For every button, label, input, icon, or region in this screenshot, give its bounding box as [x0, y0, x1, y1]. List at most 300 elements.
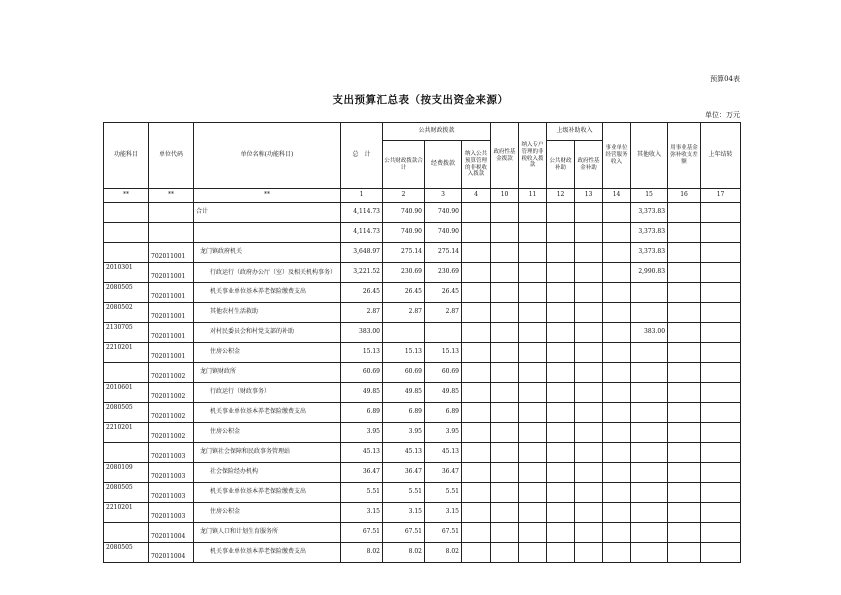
empty-cell: [603, 443, 631, 463]
other-income-cell: [631, 443, 668, 463]
public-finance-subtotal-cell: 740.90: [383, 223, 425, 243]
public-finance-subtotal-cell: 26.45: [383, 283, 425, 303]
empty-cell: [491, 443, 519, 463]
empty-cell: [668, 543, 701, 563]
empty-cell: [462, 463, 491, 483]
public-finance-subtotal-cell: 230.69: [383, 263, 425, 283]
empty-cell: [603, 343, 631, 363]
empty-cell: [491, 463, 519, 483]
empty-cell: [462, 303, 491, 323]
col-number: 15: [631, 189, 668, 203]
empty-cell: [491, 203, 519, 223]
header-nontax-income: 纳入公共预算管理的非税收入拨款: [462, 141, 491, 189]
empty-cell: [701, 383, 741, 403]
unit-code-cell: 702011002: [149, 383, 194, 403]
empty-cell: [668, 443, 701, 463]
header-superior-gov-fund: 政府性基金补助: [575, 141, 603, 189]
total-cell: 383.00: [341, 323, 383, 343]
unit-name-cell: 机关事业单位基本养老保险缴费支出: [194, 283, 341, 303]
public-finance-subtotal-cell: 3.95: [383, 423, 425, 443]
table-row: [104, 303, 741, 323]
unit-name-cell: 机关事业单位基本养老保险缴费支出: [194, 403, 341, 423]
empty-cell: [519, 523, 547, 543]
unit-name-cell: 行政运行（财政事务）: [194, 383, 341, 403]
header-public-finance-group: 公共财政拨款: [383, 123, 491, 141]
form-number: 预算04表: [710, 75, 740, 83]
operating-funds-cell: 8.02: [425, 543, 462, 563]
unit-name-cell: 住房公积金: [194, 343, 341, 363]
empty-cell: [668, 423, 701, 443]
empty-cell: [603, 383, 631, 403]
other-income-cell: 3,373.83: [631, 223, 668, 243]
empty-cell: [701, 323, 741, 343]
func-subject-cell: [104, 443, 149, 463]
empty-cell: [491, 383, 519, 403]
empty-cell: [547, 263, 575, 283]
empty-cell: [491, 423, 519, 443]
empty-cell: [462, 543, 491, 563]
col-number: 4: [462, 189, 491, 203]
empty-cell: [603, 263, 631, 283]
empty-cell: [575, 243, 603, 263]
operating-funds-cell: 740.90: [425, 203, 462, 223]
empty-cell: [491, 283, 519, 303]
unit-code-cell: 702011003: [149, 463, 194, 483]
public-finance-subtotal-cell: 15.13: [383, 343, 425, 363]
empty-cell: [575, 343, 603, 363]
empty-cell: [547, 483, 575, 503]
unit-name-cell: 龙门镇财政所: [194, 363, 341, 383]
operating-funds-cell: 67.51: [425, 523, 462, 543]
func-subject-cell: 2080502: [104, 303, 149, 323]
table-row: [104, 503, 741, 523]
empty-cell: [575, 523, 603, 543]
other-income-cell: [631, 343, 668, 363]
empty-cell: [668, 243, 701, 263]
func-subject-cell: 2080505: [104, 543, 149, 563]
unit-code-cell: 702011001: [149, 323, 194, 343]
operating-funds-cell: 740.90: [425, 223, 462, 243]
operating-funds-cell: 230.69: [425, 263, 462, 283]
header-other-income: 其他收入: [631, 123, 668, 189]
unit-code-cell: 702011004: [149, 523, 194, 543]
empty-cell: [491, 363, 519, 383]
empty-cell: [462, 223, 491, 243]
empty-cell: [668, 403, 701, 423]
table-row: [104, 523, 741, 543]
empty-cell: [701, 343, 741, 363]
col-number: 14: [603, 189, 631, 203]
empty-cell: [701, 543, 741, 563]
empty-cell: [701, 523, 741, 543]
empty-cell: [603, 323, 631, 343]
unit-code-cell: 702011001: [149, 263, 194, 283]
empty-cell: [668, 263, 701, 283]
func-subject-cell: [104, 223, 149, 243]
other-income-cell: [631, 543, 668, 563]
table-row: [104, 383, 741, 403]
empty-cell: [575, 263, 603, 283]
other-income-cell: [631, 383, 668, 403]
header-public-finance-subtotal: 公共财政拨款合计: [383, 141, 425, 189]
unit-name-cell: 机关事业单位基本养老保险缴费支出: [194, 543, 341, 563]
col-number: **: [104, 189, 149, 203]
empty-cell: [547, 203, 575, 223]
total-cell: 36.47: [341, 463, 383, 483]
empty-cell: [603, 283, 631, 303]
col-number: 2: [383, 189, 425, 203]
other-income-cell: 3,373.83: [631, 243, 668, 263]
empty-cell: [701, 403, 741, 423]
operating-funds-cell: 3.15: [425, 503, 462, 523]
unit-code-cell: 702011002: [149, 403, 194, 423]
table-body: [104, 203, 741, 563]
empty-cell: [603, 523, 631, 543]
header-carryover: 上年结转: [701, 123, 741, 189]
empty-cell: [519, 463, 547, 483]
empty-cell: [575, 383, 603, 403]
empty-cell: [701, 503, 741, 523]
table-row: [104, 543, 741, 563]
empty-cell: [519, 243, 547, 263]
unit-name-cell: [194, 223, 341, 243]
empty-cell: [519, 383, 547, 403]
func-subject-cell: 2080505: [104, 403, 149, 423]
other-income-cell: 383.00: [631, 323, 668, 343]
unit-code-cell: 702011001: [149, 243, 194, 263]
empty-cell: [701, 223, 741, 243]
public-finance-subtotal-cell: 45.13: [383, 443, 425, 463]
operating-funds-cell: 3.95: [425, 423, 462, 443]
func-subject-cell: [104, 243, 149, 263]
total-cell: 15.13: [341, 343, 383, 363]
empty-cell: [519, 303, 547, 323]
table-row: [104, 423, 741, 443]
func-subject-cell: 2080505: [104, 283, 149, 303]
header-unit-name: 单位名称(功能科目): [194, 123, 341, 189]
empty-cell: [519, 343, 547, 363]
unit-code-cell: 702011001: [149, 303, 194, 323]
empty-cell: [462, 243, 491, 263]
col-number: 11: [519, 189, 547, 203]
empty-cell: [519, 263, 547, 283]
empty-cell: [701, 243, 741, 263]
empty-cell: [668, 283, 701, 303]
empty-cell: [575, 323, 603, 343]
public-finance-subtotal-cell: 3.15: [383, 503, 425, 523]
empty-cell: [519, 403, 547, 423]
empty-cell: [603, 223, 631, 243]
table-row: [104, 443, 741, 463]
empty-cell: [668, 323, 701, 343]
func-subject-cell: [104, 203, 149, 223]
operating-funds-cell: 6.89: [425, 403, 462, 423]
empty-cell: [575, 363, 603, 383]
empty-cell: [547, 543, 575, 563]
empty-cell: [519, 283, 547, 303]
header-institution-income: 事业单位经营服务收入: [603, 123, 631, 189]
other-income-cell: [631, 403, 668, 423]
other-income-cell: [631, 423, 668, 443]
empty-cell: [462, 423, 491, 443]
func-subject-cell: 2130705: [104, 323, 149, 343]
empty-cell: [519, 203, 547, 223]
header-func-subject: 功能科目: [104, 123, 149, 189]
unit-name-cell: 住房公积金: [194, 503, 341, 523]
budget-table: [103, 122, 741, 563]
table-row: [104, 263, 741, 283]
empty-cell: [701, 443, 741, 463]
unit-code-cell: 702011003: [149, 483, 194, 503]
empty-cell: [491, 303, 519, 323]
empty-cell: [603, 403, 631, 423]
public-finance-subtotal-cell: 67.51: [383, 523, 425, 543]
table-row: [104, 243, 741, 263]
unit-code-cell: 702011002: [149, 363, 194, 383]
table-row: [104, 203, 741, 223]
unit-code-cell: 702011001: [149, 343, 194, 363]
unit-name-cell: 龙门镇政府机关: [194, 243, 341, 263]
empty-cell: [519, 503, 547, 523]
public-finance-subtotal-cell: [383, 323, 425, 343]
header-institution-fund: 用事业基金弥补收支差额: [668, 123, 701, 189]
total-cell: 3,221.52: [341, 263, 383, 283]
empty-cell: [462, 483, 491, 503]
empty-cell: [491, 503, 519, 523]
empty-cell: [575, 223, 603, 243]
unit-code-cell: 702011002: [149, 423, 194, 443]
col-number: **: [149, 189, 194, 203]
unit-name-cell: 龙门镇人口和计划生育服务所: [194, 523, 341, 543]
empty-cell: [491, 483, 519, 503]
public-finance-subtotal-cell: 8.02: [383, 543, 425, 563]
empty-cell: [547, 363, 575, 383]
col-number: 12: [547, 189, 575, 203]
header-special-account: 纳入专户管理的非税收入拨款: [519, 123, 547, 189]
operating-funds-cell: [425, 323, 462, 343]
operating-funds-cell: 26.45: [425, 283, 462, 303]
empty-cell: [519, 483, 547, 503]
unit-code-cell: 702011004: [149, 543, 194, 563]
empty-cell: [701, 263, 741, 283]
other-income-cell: [631, 303, 668, 323]
operating-funds-cell: 36.47: [425, 463, 462, 483]
col-number: 3: [425, 189, 462, 203]
empty-cell: [547, 503, 575, 523]
empty-cell: [701, 483, 741, 503]
table-row: [104, 223, 741, 243]
operating-funds-cell: 49.85: [425, 383, 462, 403]
unit-name-cell: 机关事业单位基本养老保险缴费支出: [194, 483, 341, 503]
unit-code-cell: 702011003: [149, 443, 194, 463]
other-income-cell: 3,373.83: [631, 203, 668, 223]
unit-code-cell: [149, 203, 194, 223]
total-cell: 60.69: [341, 363, 383, 383]
other-income-cell: [631, 503, 668, 523]
empty-cell: [462, 263, 491, 283]
total-cell: 6.89: [341, 403, 383, 423]
total-cell: 3.15: [341, 503, 383, 523]
header-unit-code: 单位代码: [149, 123, 194, 189]
empty-cell: [462, 203, 491, 223]
other-income-cell: [631, 463, 668, 483]
empty-cell: [701, 363, 741, 383]
table-row: [104, 343, 741, 363]
empty-cell: [668, 523, 701, 543]
empty-cell: [519, 363, 547, 383]
total-cell: 2.87: [341, 303, 383, 323]
func-subject-cell: 2210201: [104, 503, 149, 523]
func-subject-cell: 2080505: [104, 483, 149, 503]
public-finance-subtotal-cell: 6.89: [383, 403, 425, 423]
empty-cell: [575, 203, 603, 223]
public-finance-subtotal-cell: 60.69: [383, 363, 425, 383]
table-row: [104, 363, 741, 383]
empty-cell: [575, 423, 603, 443]
total-cell: 49.85: [341, 383, 383, 403]
empty-cell: [547, 403, 575, 423]
empty-cell: [519, 423, 547, 443]
unit-code-cell: 702011003: [149, 503, 194, 523]
unit-code-cell: 702011001: [149, 283, 194, 303]
unit-name-cell: 其他农村生活救助: [194, 303, 341, 323]
empty-cell: [462, 323, 491, 343]
other-income-cell: [631, 283, 668, 303]
unit-name-cell: 社会保险经办机构: [194, 463, 341, 483]
empty-cell: [547, 303, 575, 323]
table-row: [104, 323, 741, 343]
empty-cell: [547, 283, 575, 303]
page-title: 支出预算汇总表（按支出资金来源）: [332, 94, 509, 106]
other-income-cell: 2,990.83: [631, 263, 668, 283]
unit-name-cell: 住房公积金: [194, 423, 341, 443]
empty-cell: [575, 403, 603, 423]
empty-cell: [547, 223, 575, 243]
public-finance-subtotal-cell: 36.47: [383, 463, 425, 483]
unit-name-cell: 对村民委员会和村党支部的补助: [194, 323, 341, 343]
func-subject-cell: 2080109: [104, 463, 149, 483]
empty-cell: [462, 503, 491, 523]
empty-cell: [701, 303, 741, 323]
total-cell: 3,648.97: [341, 243, 383, 263]
empty-cell: [575, 283, 603, 303]
func-subject-cell: 2010301: [104, 263, 149, 283]
empty-cell: [603, 463, 631, 483]
empty-cell: [701, 423, 741, 443]
empty-cell: [462, 343, 491, 363]
other-income-cell: [631, 483, 668, 503]
empty-cell: [575, 303, 603, 323]
empty-cell: [547, 383, 575, 403]
public-finance-subtotal-cell: 5.51: [383, 483, 425, 503]
empty-cell: [668, 343, 701, 363]
total-cell: 67.51: [341, 523, 383, 543]
func-subject-cell: 2210201: [104, 423, 149, 443]
col-number: 16: [668, 189, 701, 203]
column-number-row: [104, 189, 741, 203]
operating-funds-cell: 5.51: [425, 483, 462, 503]
table-row: [104, 283, 741, 303]
empty-cell: [547, 343, 575, 363]
header-gov-fund: 政府性基金拨款: [491, 123, 519, 189]
empty-cell: [547, 423, 575, 443]
empty-cell: [668, 483, 701, 503]
unit-name-cell: 龙门镇社会保障和民政事务管理站: [194, 443, 341, 463]
unit-code-cell: [149, 223, 194, 243]
empty-cell: [575, 483, 603, 503]
header-operating-funds: 经费拨款: [425, 141, 462, 189]
empty-cell: [491, 543, 519, 563]
empty-cell: [668, 363, 701, 383]
table-header: [104, 123, 741, 203]
empty-cell: [575, 503, 603, 523]
empty-cell: [547, 323, 575, 343]
empty-cell: [701, 203, 741, 223]
empty-cell: [491, 243, 519, 263]
col-number: **: [194, 189, 341, 203]
empty-cell: [603, 243, 631, 263]
empty-cell: [668, 463, 701, 483]
total-cell: 3.95: [341, 423, 383, 443]
empty-cell: [547, 463, 575, 483]
func-subject-cell: 2010601: [104, 383, 149, 403]
public-finance-subtotal-cell: 740.90: [383, 203, 425, 223]
empty-cell: [547, 523, 575, 543]
other-income-cell: [631, 363, 668, 383]
empty-cell: [603, 483, 631, 503]
empty-cell: [668, 383, 701, 403]
col-number: 13: [575, 189, 603, 203]
empty-cell: [462, 443, 491, 463]
empty-cell: [603, 303, 631, 323]
empty-cell: [575, 463, 603, 483]
empty-cell: [547, 443, 575, 463]
empty-cell: [603, 363, 631, 383]
total-cell: 5.51: [341, 483, 383, 503]
empty-cell: [603, 423, 631, 443]
operating-funds-cell: 15.13: [425, 343, 462, 363]
func-subject-cell: [104, 523, 149, 543]
func-subject-cell: [104, 363, 149, 383]
empty-cell: [519, 443, 547, 463]
total-cell: 8.02: [341, 543, 383, 563]
empty-cell: [462, 383, 491, 403]
empty-cell: [547, 243, 575, 263]
table-row: [104, 483, 741, 503]
empty-cell: [668, 503, 701, 523]
unit-name-cell: 行政运行（政府办公厅（室）及相关机构事务）: [194, 263, 341, 283]
operating-funds-cell: 60.69: [425, 363, 462, 383]
operating-funds-cell: 2.87: [425, 303, 462, 323]
empty-cell: [491, 403, 519, 423]
empty-cell: [575, 543, 603, 563]
empty-cell: [668, 203, 701, 223]
empty-cell: [462, 523, 491, 543]
total-cell: 4,114.73: [341, 223, 383, 243]
empty-cell: [491, 323, 519, 343]
empty-cell: [491, 263, 519, 283]
empty-cell: [668, 223, 701, 243]
empty-cell: [519, 323, 547, 343]
empty-cell: [462, 403, 491, 423]
col-number: 17: [701, 189, 741, 203]
header-total: 总 计: [341, 123, 383, 189]
empty-cell: [519, 223, 547, 243]
empty-cell: [519, 543, 547, 563]
operating-funds-cell: 275.14: [425, 243, 462, 263]
empty-cell: [668, 303, 701, 323]
table-row: [104, 463, 741, 483]
